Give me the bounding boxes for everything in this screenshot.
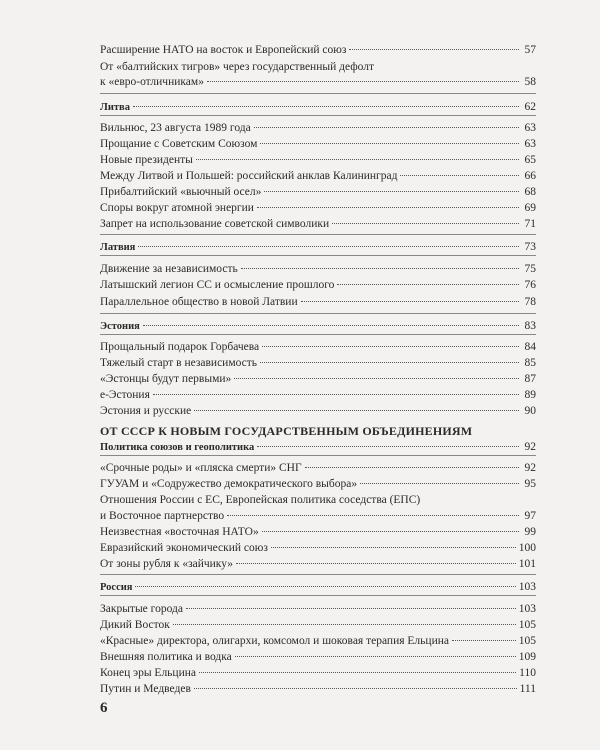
divider	[100, 595, 536, 596]
divider	[100, 93, 536, 94]
divider	[100, 255, 536, 256]
divider	[100, 234, 536, 235]
toc-entry: Новые президенты 65	[100, 154, 536, 166]
toc-entry: к «евро-отличникам» 58	[100, 76, 536, 88]
toc-entry: «Красные» директора, олигархи, комсомол и шоковая терапия Ельцина 105	[100, 635, 536, 647]
toc-entry: «Срочные роды» и «пляска смерти» СНГ 92	[100, 462, 536, 474]
toc-entry: Эстония и русские 90	[100, 405, 536, 417]
divider	[100, 334, 536, 335]
toc-section-russia: Россия 103	[100, 581, 536, 593]
toc-entry: Прощальный подарок Горбачева 84	[100, 341, 536, 353]
toc-entry: Параллельное общество в новой Латвии 78	[100, 296, 536, 308]
toc-entry: Споры вокруг атомной энергии 69	[100, 202, 536, 214]
toc-section-latvia: Латвия 73	[100, 241, 536, 253]
toc-section-lithuania: Литва 62	[100, 101, 536, 113]
toc-entry: «Эстонцы будут первыми» 87	[100, 373, 536, 385]
toc-entry: и Восточное партнерство 97	[100, 510, 536, 522]
toc-entry: ГУУАМ и «Содружество демократического выбора» 95	[100, 478, 536, 490]
toc-entry: Внешняя политика и водка 109	[100, 651, 536, 663]
toc-entry-line: Отношения России с ЕС, Европейская политика соседства (ЕПС)	[100, 494, 421, 506]
toc-entry: Запрет на использование советской символики 71	[100, 218, 536, 230]
divider	[100, 313, 536, 314]
part-heading: ОТ СССР К НОВЫМ ГОСУДАРСТВЕННЫМ ОБЪЕДИНЕНИЯМ	[100, 424, 473, 438]
divider	[100, 115, 536, 116]
toc-entry-line: От «балтийских тигров» через государственный дефолт	[100, 61, 375, 73]
toc-entry: Латышский легион СС и осмысление прошлого 76	[100, 279, 536, 291]
toc-entry: Прибалтийский «вьючный осел» 68	[100, 186, 536, 198]
toc-section-estonia: Эстония 83	[100, 320, 536, 332]
toc-entry: Движение за независимость 75	[100, 263, 536, 275]
toc-entry: Тяжелый старт в независимость 85	[100, 357, 536, 369]
toc-entry: Конец эры Ельцина 110	[100, 667, 536, 679]
divider	[100, 455, 536, 456]
toc-entry: Евразийский экономический союз 100	[100, 542, 536, 554]
toc-entry: Между Литвой и Польшей: российский анклав Калининград 66	[100, 170, 536, 182]
toc-entry: Расширение НАТО на восток и Европейский союз 57	[100, 44, 536, 56]
toc-entry: Прощание с Советским Союзом 63	[100, 138, 536, 150]
toc-entry: Вильнюс, 23 августа 1989 года 63	[100, 122, 536, 134]
divider	[100, 574, 536, 575]
toc-entry: Закрытые города 103	[100, 603, 536, 615]
toc-entry: Неизвестная «восточная НАТО» 99	[100, 526, 536, 538]
toc-section-alliances: Политика союзов и геополитика 92	[100, 441, 536, 453]
toc-entry: От зоны рубля к «зайчику» 101	[100, 558, 536, 570]
toc-entry: e-Эстония 89	[100, 389, 536, 401]
toc-entry: Путин и Медведев 111	[100, 683, 536, 695]
toc-entry: Дикий Восток 105	[100, 619, 536, 631]
page-number: 6	[100, 700, 108, 716]
